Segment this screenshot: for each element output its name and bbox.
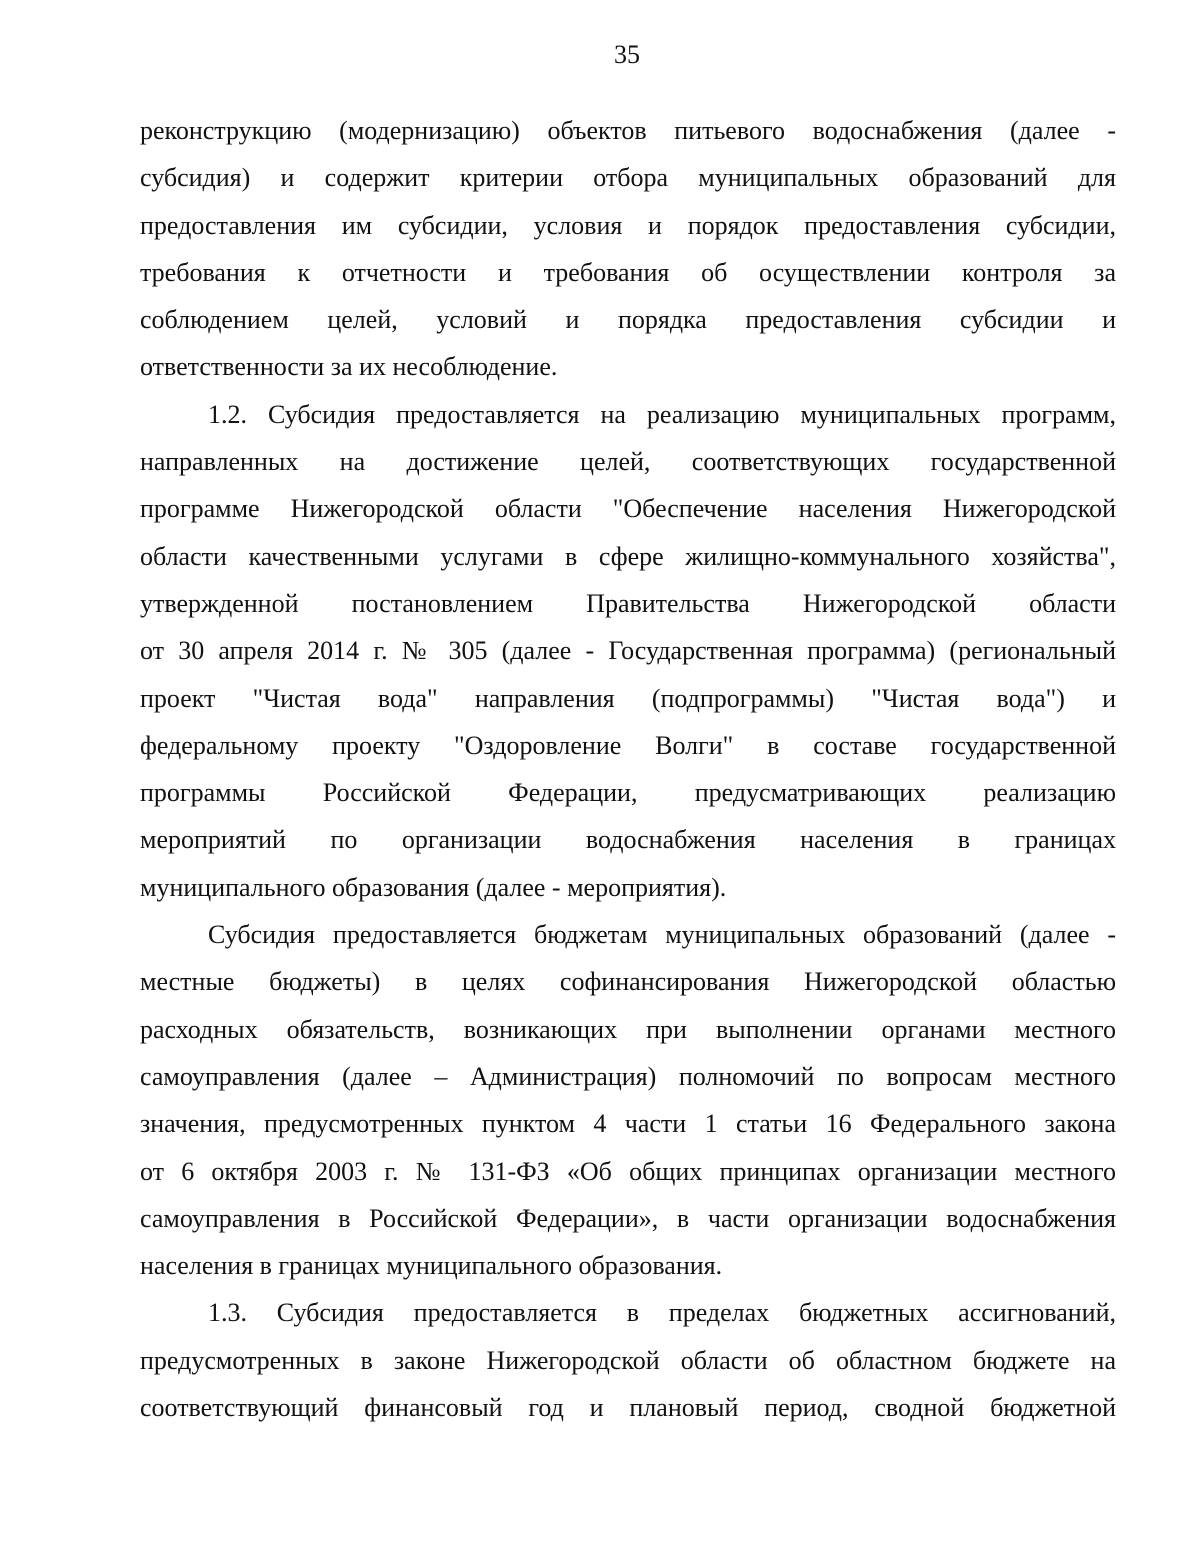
text-line: утвержденной постановлением Правительства Нижегородской области: [140, 588, 1116, 618]
text-line: 1.3. Субсидия предоставляется в пределах бюджетных ассигнований,: [208, 1298, 1116, 1328]
text-line: мероприятий по организации водоснабжения населения в границах: [140, 825, 1116, 855]
text-line: проект "Чистая вода" направления (подпрограммы) "Чистая вода") и: [140, 683, 1116, 713]
text-line: соответствующий финансовый год и плановый период, сводной бюджетной: [140, 1393, 1116, 1423]
text-line: местные бюджеты) в целях софинансирования Нижегородской областью: [140, 967, 1116, 997]
text-line: 1.2. Субсидия предоставляется на реализацию муниципальных программ,: [208, 399, 1116, 429]
text-line: населения в границах муниципального образования.: [140, 1251, 723, 1281]
text-line: самоуправления (далее – Администрация) полномочий по вопросам местного: [140, 1061, 1116, 1091]
text-line: области качественными услугами в сфере жилищно-коммунального хозяйства",: [140, 541, 1116, 571]
text-line: предоставления им субсидии, условия и порядок предоставления субсидии,: [140, 210, 1116, 240]
text-line: предусмотренных в законе Нижегородской области об областном бюджете на: [140, 1345, 1116, 1375]
text-line: соблюдением целей, условий и порядка предоставления субсидии и: [140, 305, 1116, 335]
text-line: значения, предусмотренных пунктом 4 части 1 статьи 16 Федерального закона: [140, 1109, 1116, 1139]
text-line: требования к отчетности и требования об осуществлении контроля за: [140, 257, 1116, 287]
text-line: муниципального образования (далее - мероприятия).: [140, 872, 727, 902]
text-line: направленных на достижение целей, соответствующих государственной: [140, 447, 1116, 477]
text-line: Субсидия предоставляется бюджетам муниципальных образований (далее -: [208, 920, 1116, 950]
text-line: программы Российской Федерации, предусматривающих реализацию: [140, 778, 1116, 808]
text-line: от 30 апреля 2014 г. № 305 (далее - Государственная программа) (региональный: [140, 636, 1116, 666]
text-line: расходных обязательств, возникающих при выполнении органами местного: [140, 1014, 1116, 1044]
text-line: программе Нижегородской области "Обеспечение населения Нижегородской: [140, 494, 1116, 524]
page-number: 35: [614, 40, 640, 69]
text-line: субсидия) и содержит критерии отбора муниципальных образований для: [140, 163, 1116, 193]
text-line: самоуправления в Российской Федерации», в части организации водоснабжения: [140, 1203, 1116, 1233]
text-line: от 6 октября 2003 г. № 131-ФЗ «Об общих принципах организации местного: [140, 1156, 1116, 1186]
document-body: [140, 107, 1116, 1431]
text-line: ответственности за их несоблюдение.: [140, 352, 558, 382]
text-line: федеральному проекту "Оздоровление Волги" в составе государственной: [140, 730, 1116, 760]
text-line: реконструкцию (модернизацию) объектов питьевого водоснабжения (далее -: [140, 116, 1116, 145]
